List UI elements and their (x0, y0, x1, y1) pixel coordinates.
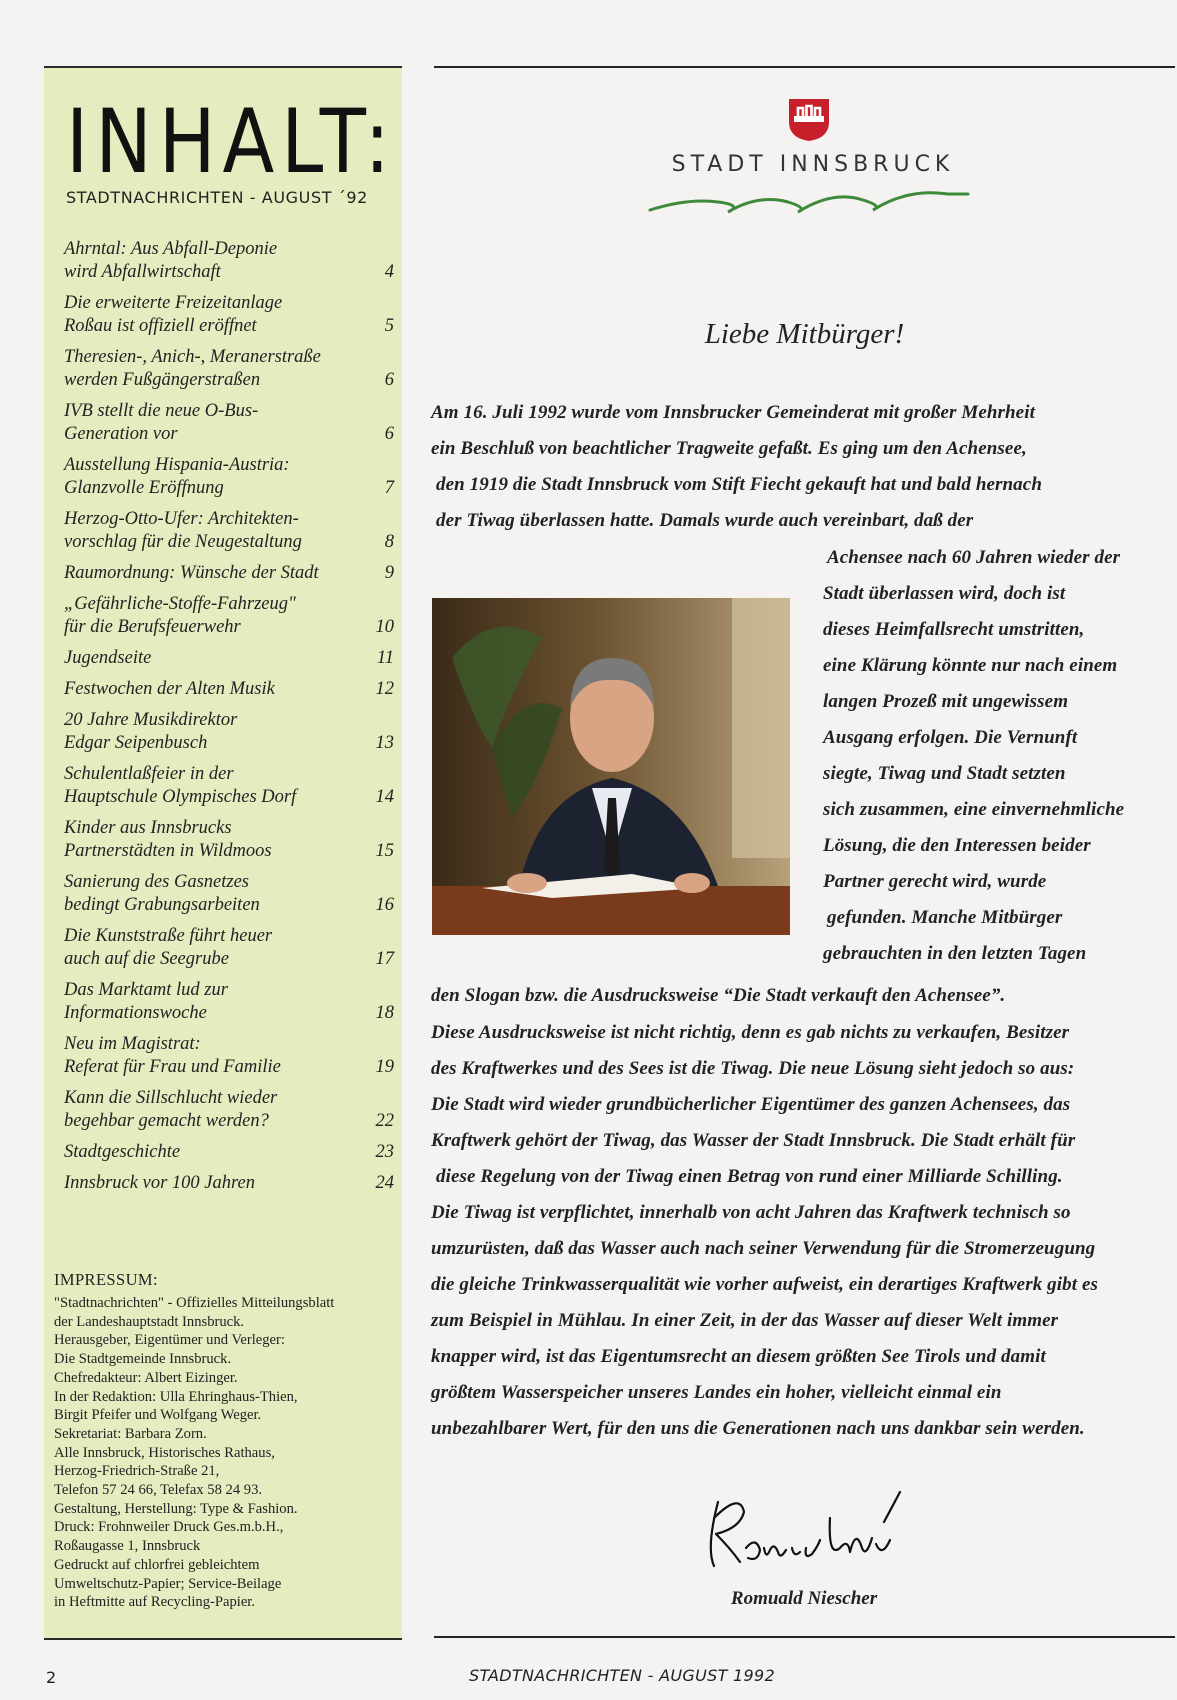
letter-line: des Kraftwerkes und des Sees ist die Tiwag. Die neue Lösung sieht jedoch so aus: (431, 1058, 1075, 1079)
toc-item-title: Die Kunststraße führt heuer auch auf die Seegrube (64, 926, 273, 969)
contents-sidebar (44, 66, 402, 1640)
toc-item (64, 593, 394, 639)
logo-text: STADT INNSBRUCK (671, 152, 955, 177)
toc-item (64, 647, 394, 670)
toc-item (64, 238, 394, 284)
letter-line: den Slogan bzw. die Ausdrucksweise “Die Stadt verkauft den Achensee”. (431, 985, 1006, 1006)
toc-item-page: 15 (375, 841, 394, 861)
letter-line: größtem Wasserspeicher unseres Landes ein hoher, vielleicht einmal ein (431, 1382, 1002, 1403)
toc-item-title: Raumordnung: Wünsche der Stadt (64, 563, 319, 583)
letter-line: unbezahlbarer Wert, für den uns die Generationen nach uns dankbar sein werden. (431, 1418, 1085, 1439)
toc-item (64, 562, 394, 585)
mayor-portrait-photo (432, 598, 790, 935)
letter-line: ein Beschluß von beachtlicher Tragweite gefaßt. Es ging um den Achensee, (431, 438, 1027, 459)
impressum-text: "Stadtnachrichten" - Offizielles Mitteilungsblatt der Landeshauptstadt Innsbruck. Herausgeber, Eigentümer und Verleger: Die Stadtgemeinde Innsbruck. Chefredakteur: Albert Eizinger. In der Redaktion: Ulla Ehringhaus-Thien, Birgit Pfeifer und Wolfgang Weger. Sekretariat: Barbara Zorn. Alle Innsbruck, Historisches Rathaus, Herzog-Friedrich-Straße 21, Telefon 57 24 66, Telefax 58 24 93. Gestaltung, Herstellung: Type & Fashion. Druck: Frohnweiler Druck Ges.m.b.H., Roßaugasse 1, Innsbruck Gedruckt auf chlorfrei gebleichtem Umweltschutz-Papier; Service-Beilage in Heftmitte auf Recycling-Papier. (54, 1295, 335, 1611)
toc-item-page: 14 (375, 787, 394, 807)
toc-item-title: Schulentlaßfeier in der Hauptschule Olympisches Dorf (64, 764, 297, 807)
letter-line: gefunden. Manche Mitbürger (827, 907, 1063, 928)
letter-line: knapper wird, ist das Eigentumsrecht an diesem größten See Tirols und damit (431, 1346, 1046, 1367)
toc-item-page: 4 (384, 262, 394, 282)
toc-item-page: 17 (375, 949, 394, 969)
signature (700, 1488, 910, 1578)
toc-item (64, 1033, 394, 1079)
toc-item (64, 1087, 394, 1133)
letter-line: Partner gerecht wird, wurde (823, 871, 1047, 892)
toc-item (64, 709, 394, 755)
letter-line: der Tiwag überlassen hatte. Damals wurde auch vereinbart, daß der (436, 510, 974, 531)
letter-line: eine Klärung könnte nur nach einem (823, 655, 1118, 676)
letter-line: gebrauchten in den letzten Tagen (823, 943, 1087, 964)
letter-line: Diese Ausdrucksweise ist nicht richtig, denn es gab nichts zu verkaufen, Besitzer (431, 1022, 1070, 1043)
bottom-rule (434, 1636, 1175, 1638)
footer-text: STADTNACHRICHTEN - AUGUST 1992 (469, 1666, 775, 1685)
toc-item-page: 10 (375, 617, 394, 637)
page-number: 2 (46, 1668, 57, 1687)
letter-line: Stadt überlassen wird, doch ist (823, 583, 1066, 604)
letter-line: Achensee nach 60 Jahren wieder der (827, 547, 1121, 568)
salutation: Liebe Mitbürger! (704, 318, 905, 350)
toc-item-title: Jugendseite (64, 648, 152, 668)
toc-item (64, 871, 394, 917)
toc-item (64, 1141, 394, 1164)
impressum-title: IMPRESSUM: (54, 1270, 158, 1289)
toc-item (64, 817, 394, 863)
toc-item-page: 12 (375, 679, 394, 699)
toc-item-page: 6 (384, 370, 394, 390)
letter-line: Kraftwerk gehört der Tiwag, das Wasser der Stadt Innsbruck. Die Stadt erhält für (431, 1130, 1076, 1151)
toc-item-title: Neu im Magistrat: Referat für Frau und Familie (64, 1034, 281, 1077)
toc-item (64, 979, 394, 1025)
letter-line: diese Regelung von der Tiwag einen Betrag von rund einer Milliarde Schilling. (436, 1166, 1063, 1187)
toc-item-title: Sanierung des Gasnetzes bedingt Grabungsarbeiten (64, 872, 260, 915)
contents-title: INHALT: (66, 90, 397, 193)
toc-item-title: Stadtgeschichte (64, 1142, 181, 1162)
toc-item (64, 454, 394, 500)
toc-item-page: 6 (384, 424, 394, 444)
letter-line: zum Beispiel in Mühlau. In einer Zeit, in der das Wasser auf dieser Welt immer (431, 1310, 1059, 1331)
toc-item-title: Festwochen der Alten Musik (64, 679, 275, 699)
toc-item (64, 925, 394, 971)
letter-line: Die Tiwag ist verpflichtet, innerhalb von acht Jahren das Kraftwerk technisch so (431, 1202, 1071, 1223)
letter-line: Am 16. Juli 1992 wurde vom Innsbrucker Gemeinderat mit großer Mehrheit (431, 402, 1035, 423)
city-logo (648, 96, 978, 216)
innsbruck-coat-of-arms-icon (786, 96, 832, 142)
toc-item-page: 9 (384, 563, 394, 583)
toc-item-page: 7 (384, 478, 394, 498)
toc-item-title: Die erweiterte Freizeitanlage Roßau ist offiziell eröffnet (64, 293, 283, 336)
toc-item (64, 678, 394, 701)
toc-item-title: Ahrntal: Aus Abfall-Deponie wird Abfallwirtschaft (64, 239, 278, 282)
logo-waves-icon (648, 180, 978, 220)
toc-item-page: 13 (375, 733, 394, 753)
toc-item (64, 508, 394, 554)
toc-item-title: Theresien-, Anich-, Meranerstraße werden Fußgängerstraßen (64, 347, 321, 390)
toc-item-page: 24 (375, 1173, 394, 1193)
letter-line: siegte, Tiwag und Stadt setzten (823, 763, 1066, 784)
toc-item-title: 20 Jahre Musikdirektor Edgar Seipenbusch (64, 710, 238, 753)
toc-item-title: IVB stellt die neue O-Bus- Generation vor (64, 401, 259, 444)
toc-item-page: 22 (375, 1111, 394, 1131)
toc-item (64, 292, 394, 338)
top-rule (434, 66, 1175, 68)
toc-item-page: 16 (375, 895, 394, 915)
letter-line: Die Stadt wird wieder grundbücherlicher Eigentümer des ganzen Achensees, das (431, 1094, 1071, 1115)
letter-line: dieses Heimfallsrecht umstritten, (823, 619, 1085, 640)
toc-item-title: Kinder aus Innsbrucks Partnerstädten in Wildmoos (64, 818, 272, 861)
toc-item (64, 1172, 394, 1195)
toc-item (64, 346, 394, 392)
letter-line: umzurüsten, daß das Wasser auch nach seiner Verwendung für die Stromerzeugung (431, 1238, 1096, 1259)
toc-item-page: 23 (375, 1142, 394, 1162)
toc-item (64, 400, 394, 446)
toc-item-page: 19 (375, 1057, 394, 1077)
toc-item-page: 8 (384, 532, 394, 552)
toc-item-page: 5 (384, 316, 394, 336)
letter-line: langen Prozeß mit ungewissem (823, 691, 1069, 712)
toc-item-title: Innsbruck vor 100 Jahren (64, 1173, 255, 1193)
signature-name: Romuald Niescher (730, 1588, 878, 1609)
letter-line: den 1919 die Stadt Innsbruck vom Stift Fiecht gekauft hat und bald hernach (436, 474, 1042, 495)
toc-item-title: Das Marktamt lud zur Informationswoche (64, 980, 228, 1023)
toc-item (64, 763, 394, 809)
toc-item-title: Herzog-Otto-Ufer: Architekten- vorschlag für die Neugestaltung (64, 509, 302, 552)
toc-item-page: 11 (376, 648, 394, 668)
toc-item-title: Kann die Sillschlucht wieder begehbar gemacht werden? (64, 1088, 278, 1131)
table-of-contents (64, 238, 394, 1203)
contents-subtitle: STADTNACHRICHTEN - AUGUST ´92 (66, 188, 368, 207)
toc-item-title: „Gefährliche-Stoffe-Fahrzeug" für die Berufsfeuerwehr (64, 594, 296, 637)
letter-line: die gleiche Trinkwasserqualität wie vorher aufweist, ein derartiges Kraftwerk gibt es (431, 1274, 1098, 1295)
toc-item-title: Ausstellung Hispania-Austria: Glanzvolle Eröffnung (64, 455, 290, 498)
letter-line: Lösung, die den Interessen beider (823, 835, 1091, 856)
letter-line: sich zusammen, eine einvernehmliche (823, 799, 1125, 820)
letter-line: Ausgang erfolgen. Die Vernunft (823, 727, 1078, 748)
toc-item-page: 18 (375, 1003, 394, 1023)
